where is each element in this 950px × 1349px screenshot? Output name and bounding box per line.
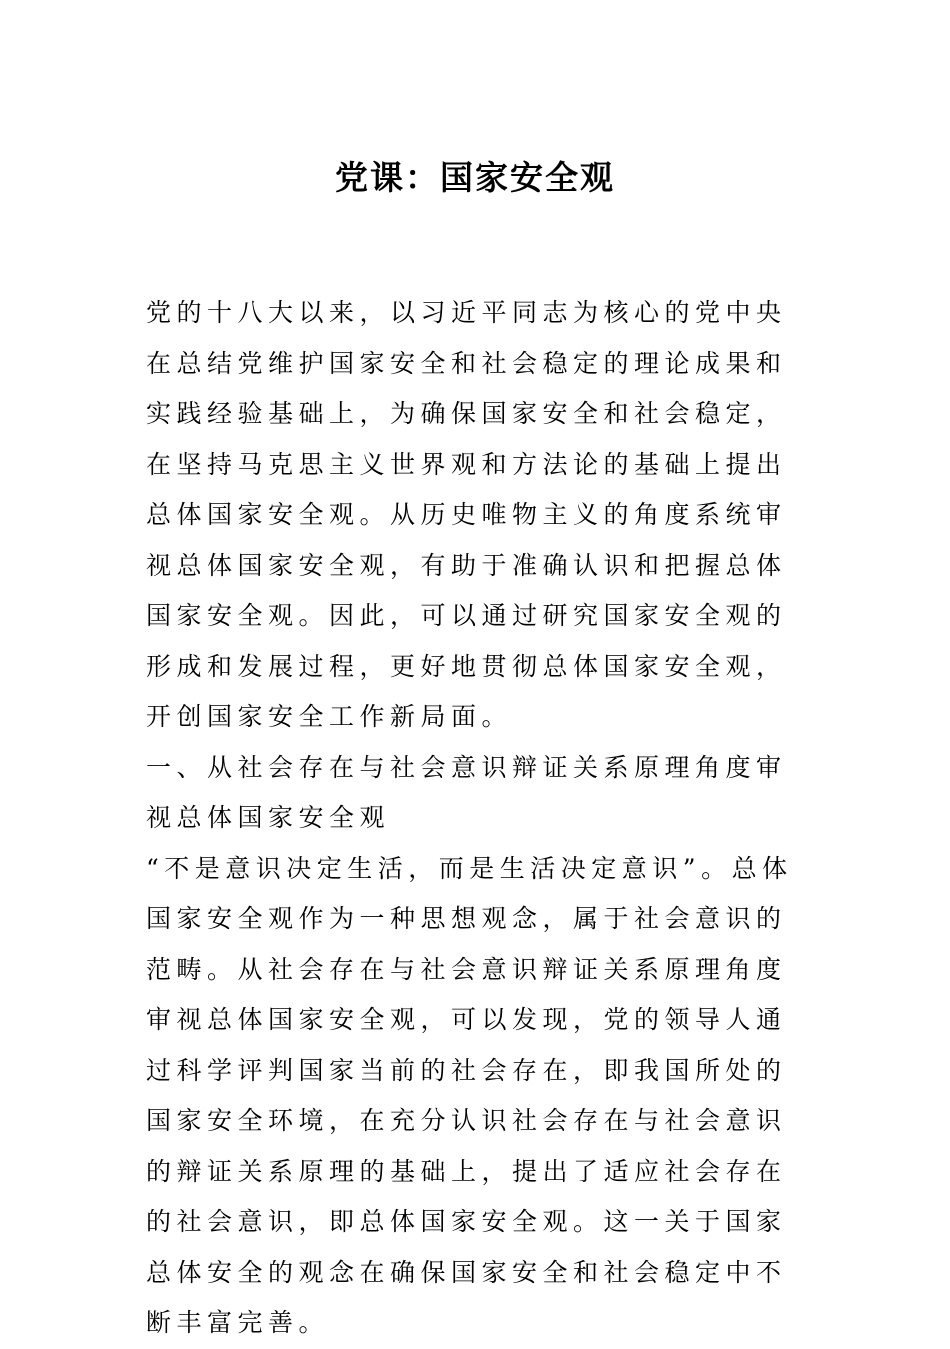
intro-paragraph: 党的十八大以来，以习近平同志为核心的党中央在总结党维护国家安全和社会稳定的理论成果和实践经验基础上，为确保国家安全和社会稳定，在坚持马克思主义世界观和方法论的基础上提出总体国家安全观。从历史唯物主义的角度系统审视总体国家安全观，有助于准确认识和把握总体国家安全观。因此，可以通过研究国家安全观的形成和发展过程，更好地贯彻总体国家安全观，开创国家安全工作新局面。 (146, 298, 787, 731)
document-body (146, 288, 806, 1349)
document-title: 党课：国家安全观 (335, 158, 615, 197)
section-heading: 一、从社会存在与社会意识辩证关系原理角度审视总体国家安全观 (146, 752, 787, 832)
section-paragraph: “不是意识决定生活，而是生活决定意识”。总体国家安全观作为一种思想观念，属于社会意识的范畴。从社会存在与社会意识辩证关系原理角度审视总体国家安全观，可以发现，党的领导人通过科学评判国家当前的社会存在，即我国所处的国家安全环境，在充分认识社会存在与社会意识的辩证关系原理的基础上，提出了适应社会存在的社会意识，即总体国家安全观。这一关于国家总体安全的观念在确保国家安全和社会稳定中不断丰富完善。 (146, 853, 793, 1337)
